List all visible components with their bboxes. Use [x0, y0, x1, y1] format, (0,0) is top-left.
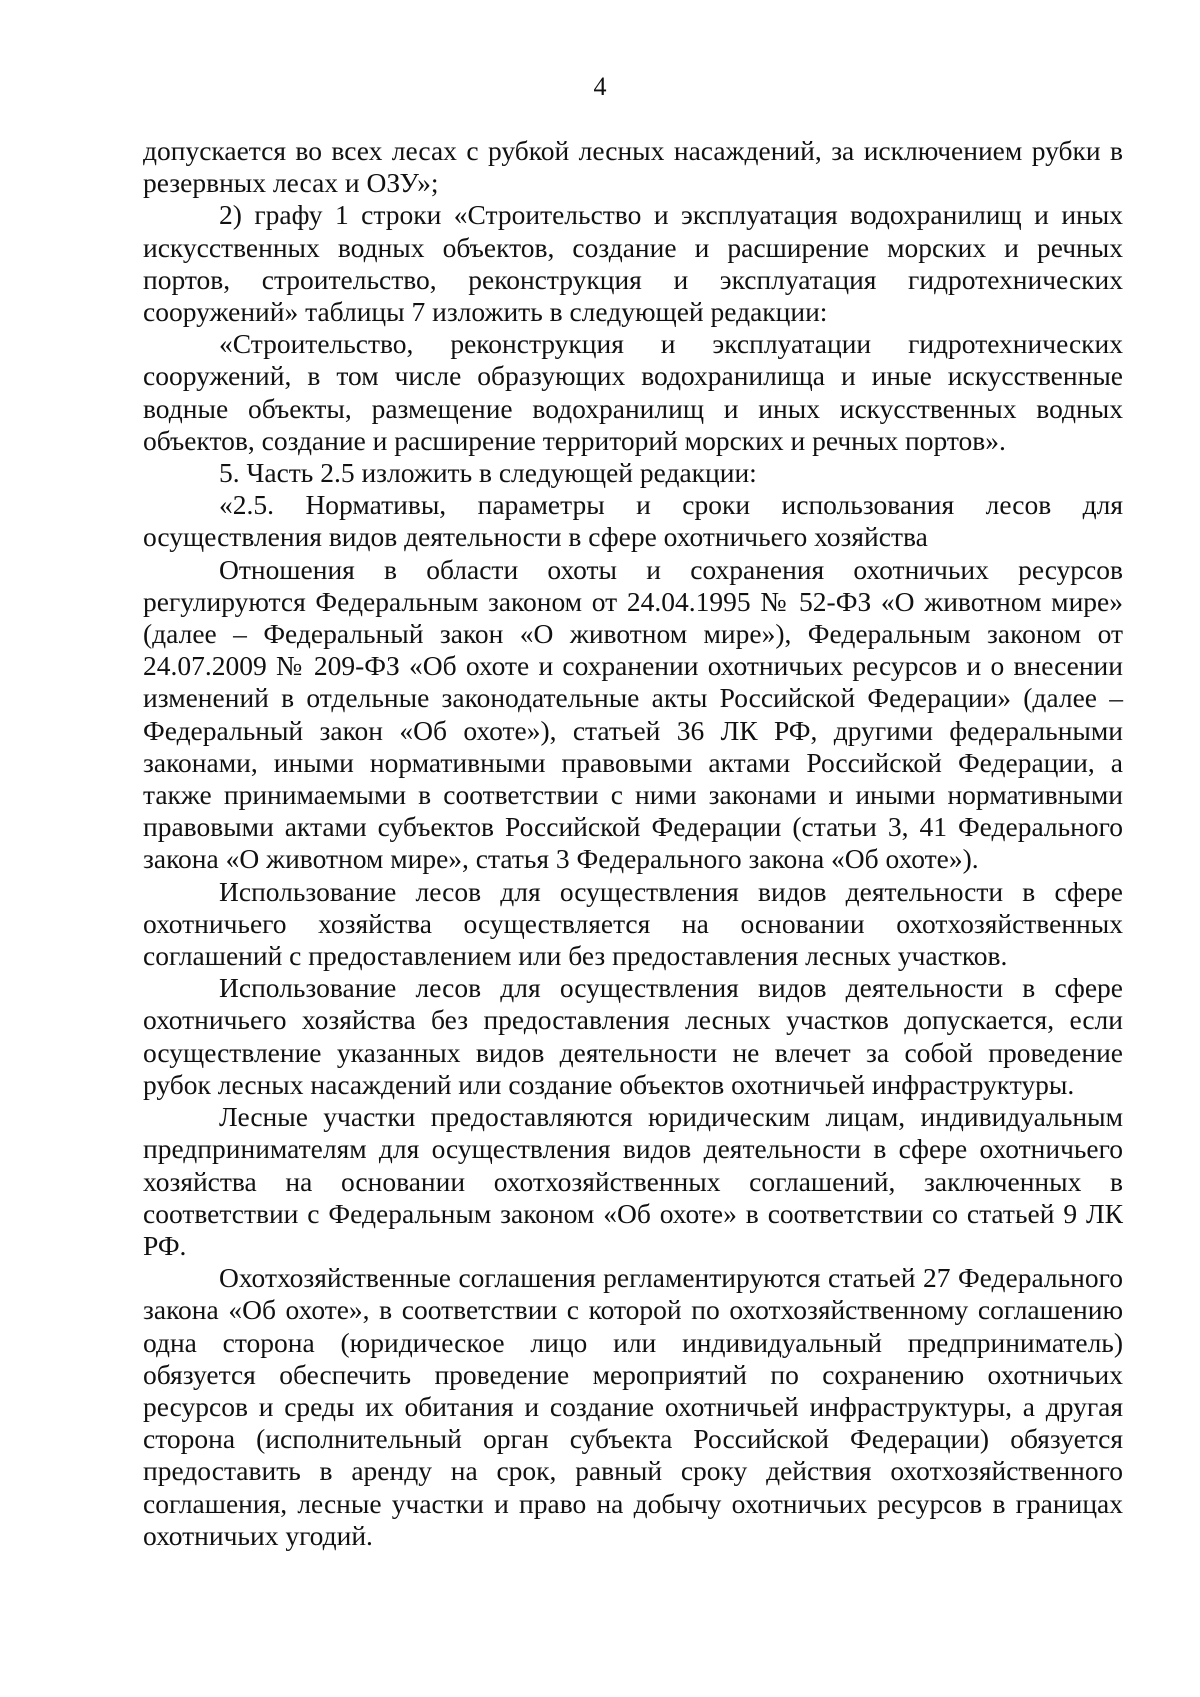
paragraph-10: Охотхозяйственные соглашения регламентируются статьей 27 Федерального закона «Об охоте», в соответствии с которой по охотхозяйственному соглашению одна сторона (юридическое лицо или индивидуальный предприниматель) обязуется обеспечить проведение мероприятий по сохранению охотничьих ресурсов и среды их обитания и создание охотничьей инфраструктуры, а другая сторона (исполнительный орган субъекта Российской Федерации) обязуется предоставить в аренду на срок, равный сроку действия охотхозяйственного соглашения, лесные участки и право на добычу охотничьих ресурсов в границах охотничьих угодий.	[143, 1262, 1123, 1551]
paragraph-7: Использование лесов для осуществления видов деятельности в сфере охотничьего хозяйства осуществляется на основании охотхозяйственных соглашений с предоставлением или без предоставления лесных участков.	[143, 875, 1123, 972]
paragraph-5: «2.5. Нормативы, параметры и сроки использования лесов для осуществления видов деятельности в сфере охотничьего хозяйства	[143, 489, 1123, 553]
paragraph-6: Отношения в области охоты и сохранения охотничьих ресурсов регулируются Федеральным законом от 24.04.1995 № 52-ФЗ «О животном мире» (далее – Федеральный закон «О животном мире»), Федеральным законом от 24.07.2009 № 209-ФЗ «Об охоте и сохранении охотничьих ресурсов и о внесении изменений в отдельные законодательные акты Российской Федерации» (далее – Федеральный закон «Об охоте»), статьей 36 ЛК РФ, другими федеральными законами, иными нормативными правовыми актами Российской Федерации, а также принимаемыми в соответствии с ними законами и иными нормативными правовыми актами субъектов Российской Федерации (статьи 3, 41 Федерального закона «О животном мире», статья 3 Федерального закона «Об охоте»).	[143, 553, 1123, 875]
paragraph-3: «Строительство, реконструкция и эксплуатации гидротехнических сооружений, в том числе образующих водохранилища и иные искусственные водные объекты, размещение водохранилищ и иных искусственных водных объектов, создание и расширение территорий морских и речных портов».	[143, 328, 1123, 456]
paragraph-1: допускается во всех лесах с рубкой лесных насаждений, за исключением рубки в резервных лесах и ОЗУ»;	[143, 135, 1123, 199]
paragraph-8: Использование лесов для осуществления видов деятельности в сфере охотничьего хозяйства без предоставления лесных участков допускается, если осуществление указанных видов деятельности не влечет за собой проведение рубок лесных насаждений или создание объектов охотничьей инфраструктуры.	[143, 972, 1123, 1100]
paragraph-4: 5. Часть 2.5 изложить в следующей редакции:	[219, 457, 757, 489]
paragraph-2: 2) графу 1 строки «Строительство и эксплуатация водохранилищ и иных искусственных водных объектов, создание и расширение морских и речных портов, строительство, реконструкция и эксплуатация гидротехнических сооружений» таблицы 7 изложить в следующей редакции:	[143, 199, 1123, 328]
paragraph-9: Лесные участки предоставляются юридическим лицам, индивидуальным предпринимателям для осуществления видов деятельности в сфере охотничьего хозяйства на основании охотхозяйственных соглашений, заключенных в соответствии с Федеральным законом «Об охоте» в соответствии со статьей 9 ЛК РФ.	[143, 1101, 1123, 1261]
document-body	[143, 135, 1123, 1552]
page-number: 4	[593, 72, 607, 101]
